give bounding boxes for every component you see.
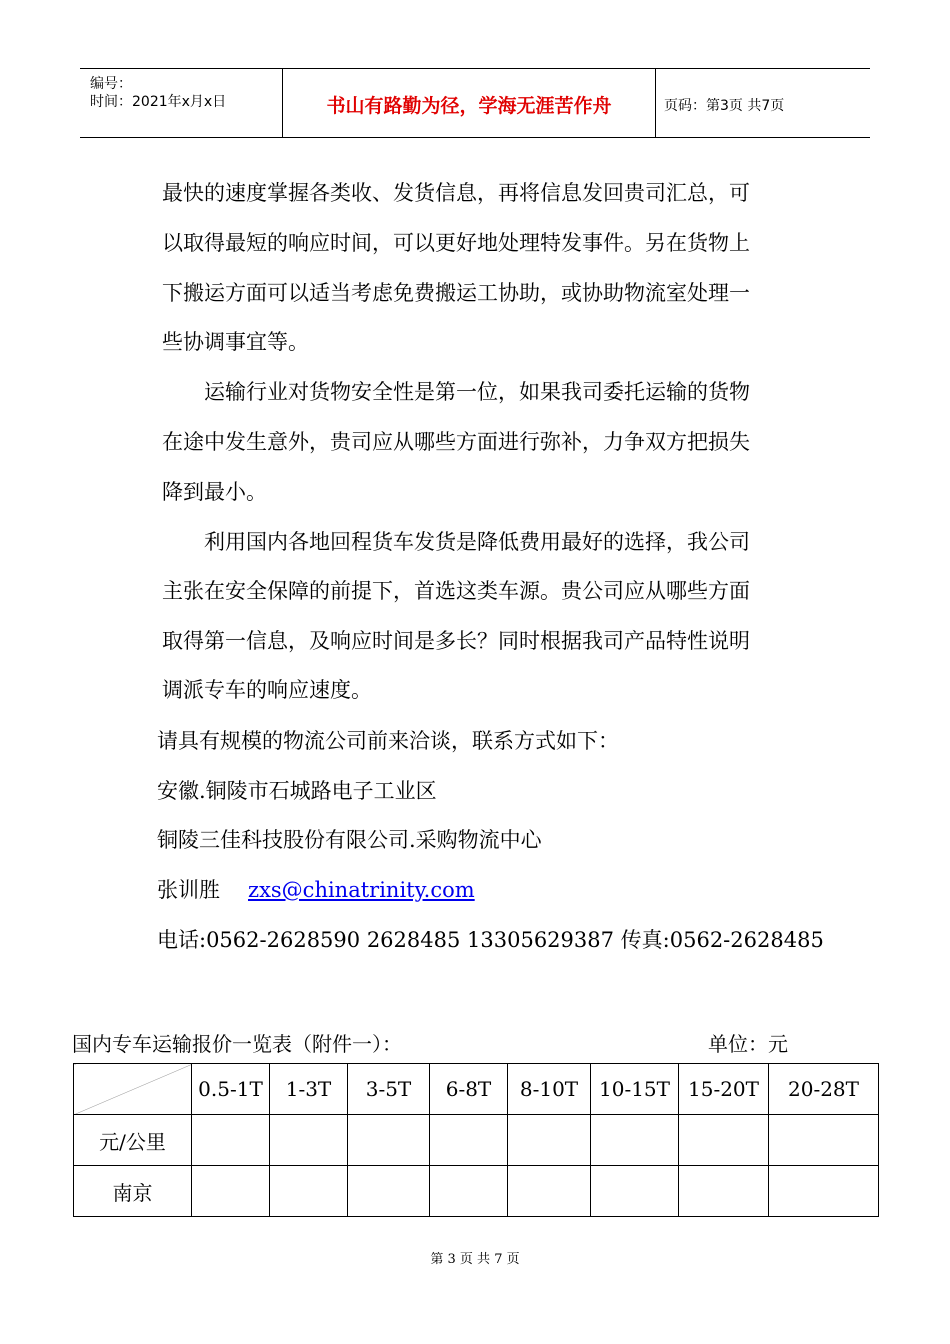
table-cell bbox=[348, 1166, 430, 1217]
header-center-cell bbox=[283, 69, 656, 137]
column-header: 15-20T bbox=[679, 1064, 769, 1115]
page-header bbox=[80, 68, 870, 138]
company-text: 铜陵三佳科技股份有限公司.采购物流中心 bbox=[157, 828, 542, 852]
paragraph-line: 运输行业对货物安全性是第一位，如果我司委托运输的货物 bbox=[162, 380, 750, 404]
header-motto: 书山有路勤为径，学海无涯苦作舟 bbox=[326, 95, 612, 117]
table-cell bbox=[679, 1115, 769, 1166]
email-link[interactable]: zxs@chinatrinity.com bbox=[248, 878, 475, 902]
contact-line bbox=[157, 877, 475, 903]
table-cell bbox=[270, 1115, 348, 1166]
paragraph-line: 最快的速度掌握各类收、发货信息，再将信息发回贵司汇总，可 bbox=[162, 181, 750, 205]
header-left-cell bbox=[80, 69, 283, 137]
table-cell bbox=[769, 1166, 879, 1217]
paragraph-line: 取得第一信息，及响应时间是多长？同时根据我司产品特性说明 bbox=[162, 629, 750, 653]
invite-text: 请具有规模的物流公司前来洽谈，联系方式如下： bbox=[157, 729, 619, 753]
column-header: 1-3T bbox=[270, 1064, 348, 1115]
header-number-label: 编号： bbox=[90, 76, 132, 92]
paragraph-line: 利用国内各地回程货车发货是降低费用最好的选择，我公司 bbox=[162, 530, 750, 554]
table-corner-cell bbox=[74, 1064, 192, 1115]
table-cell bbox=[591, 1166, 679, 1217]
header-time-label: 时间：2021年x月x日 bbox=[90, 94, 227, 110]
page-footer: 第 3 页 共 7 页 bbox=[430, 1252, 520, 1267]
header-right-cell bbox=[656, 69, 870, 137]
paragraph-line: 下搬运方面可以适当考虑免费搬运工协助，或协助物流室处理一 bbox=[162, 281, 750, 305]
table-cell bbox=[679, 1166, 769, 1217]
paragraph-line: 在途中发生意外，贵司应从哪些方面进行弥补，力争双方把损失 bbox=[162, 430, 750, 454]
row-header: 南京 bbox=[74, 1166, 192, 1217]
table-cell bbox=[769, 1115, 879, 1166]
phone-fax-text: 电话:0562-2628590 2628485 13305629387 传真:0562-2628485 bbox=[157, 928, 824, 952]
header-page-label: 页码：第3页 共7页 bbox=[664, 98, 785, 114]
column-header: 10-15T bbox=[591, 1064, 679, 1115]
column-header: 3-5T bbox=[348, 1064, 430, 1115]
table-unit: 单位：元 bbox=[708, 1032, 788, 1056]
table-cell bbox=[348, 1115, 430, 1166]
contact-name: 张训胜 bbox=[157, 878, 220, 902]
table-header-row bbox=[74, 1064, 879, 1115]
table-cell bbox=[192, 1166, 270, 1217]
table-row bbox=[74, 1115, 879, 1166]
address-text: 安徽.铜陵市石城路电子工业区 bbox=[157, 779, 437, 803]
table-row bbox=[74, 1166, 879, 1217]
paragraph-line: 些协调事宜等。 bbox=[162, 330, 309, 354]
table-cell bbox=[192, 1115, 270, 1166]
table-caption: 国内专车运输报价一览表（附件一）： bbox=[72, 1032, 402, 1056]
table-cell bbox=[430, 1115, 508, 1166]
table-cell bbox=[591, 1115, 679, 1166]
paragraph-line: 降到最小。 bbox=[162, 480, 267, 504]
price-table bbox=[73, 1063, 879, 1217]
table-cell bbox=[270, 1166, 348, 1217]
table-cell bbox=[508, 1115, 591, 1166]
column-header: 6-8T bbox=[430, 1064, 508, 1115]
column-header: 8-10T bbox=[508, 1064, 591, 1115]
column-header: 20-28T bbox=[769, 1064, 879, 1115]
paragraph-line: 以取得最短的响应时间，可以更好地处理特发事件。另在货物上 bbox=[162, 231, 750, 255]
row-header: 元/公里 bbox=[74, 1115, 192, 1166]
paragraph-line: 主张在安全保障的前提下，首选这类车源。贵公司应从哪些方面 bbox=[162, 579, 750, 603]
paragraph-line: 调派专车的响应速度。 bbox=[162, 678, 372, 702]
column-header: 0.5-1T bbox=[192, 1064, 270, 1115]
table-cell bbox=[430, 1166, 508, 1217]
table-cell bbox=[508, 1166, 591, 1217]
